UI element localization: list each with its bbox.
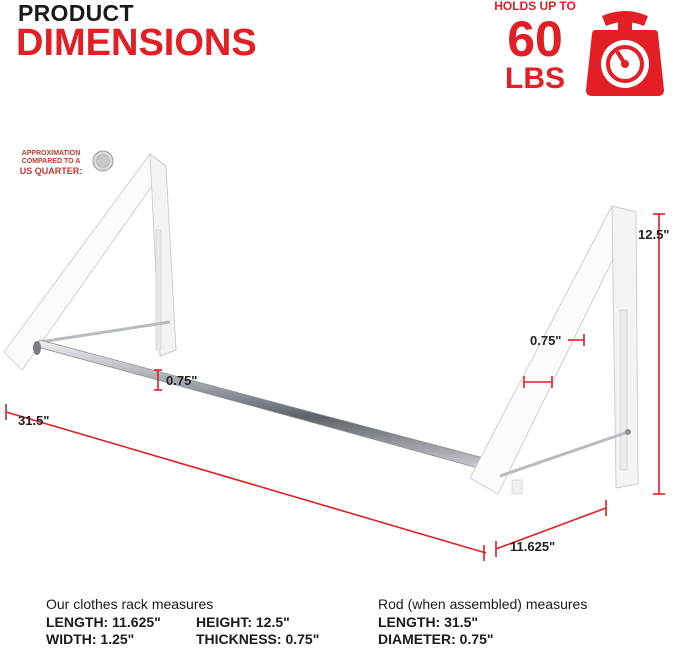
rack-spec-heading: Our clothes rack measures [46,596,214,612]
rack-length: LENGTH: 11.625" [46,614,161,630]
length-label: 31.5" [18,413,50,428]
rod-thickness-label: 0.75" [166,373,198,388]
left-bracket [4,154,176,370]
capacity-unit: LBS [505,62,565,95]
depth-label: 11.625" [510,539,556,554]
height-label: 12.5" [638,227,670,242]
rod-diameter: DIAMETER: 0.75" [378,631,494,647]
approx-line1: APPROXIMATION [21,150,81,157]
rod [33,340,484,468]
title-dimensions: DIMENSIONS [16,22,257,64]
rack-thickness: THICKNESS: 0.75" [196,631,320,647]
height-dim-line [653,214,665,494]
bracket-thickness-label: 0.75" [530,333,562,348]
title-product: PRODUCT [18,0,134,26]
length-dim-line [6,404,486,561]
capacity-label: HOLDS UP TO [494,0,576,13]
capacity-number: 60 [507,11,563,67]
approx-line2: COMPARED TO A [21,158,81,166]
right-bracket [470,206,638,494]
rod-length: LENGTH: 31.5" [378,614,478,630]
rack-width: WIDTH: 1.25" [46,631,135,647]
rack-height: HEIGHT: 12.5" [196,614,290,630]
rod-spec-heading: Rod (when assembled) measures [378,596,588,612]
approx-line3: US QUARTER: [19,166,83,177]
